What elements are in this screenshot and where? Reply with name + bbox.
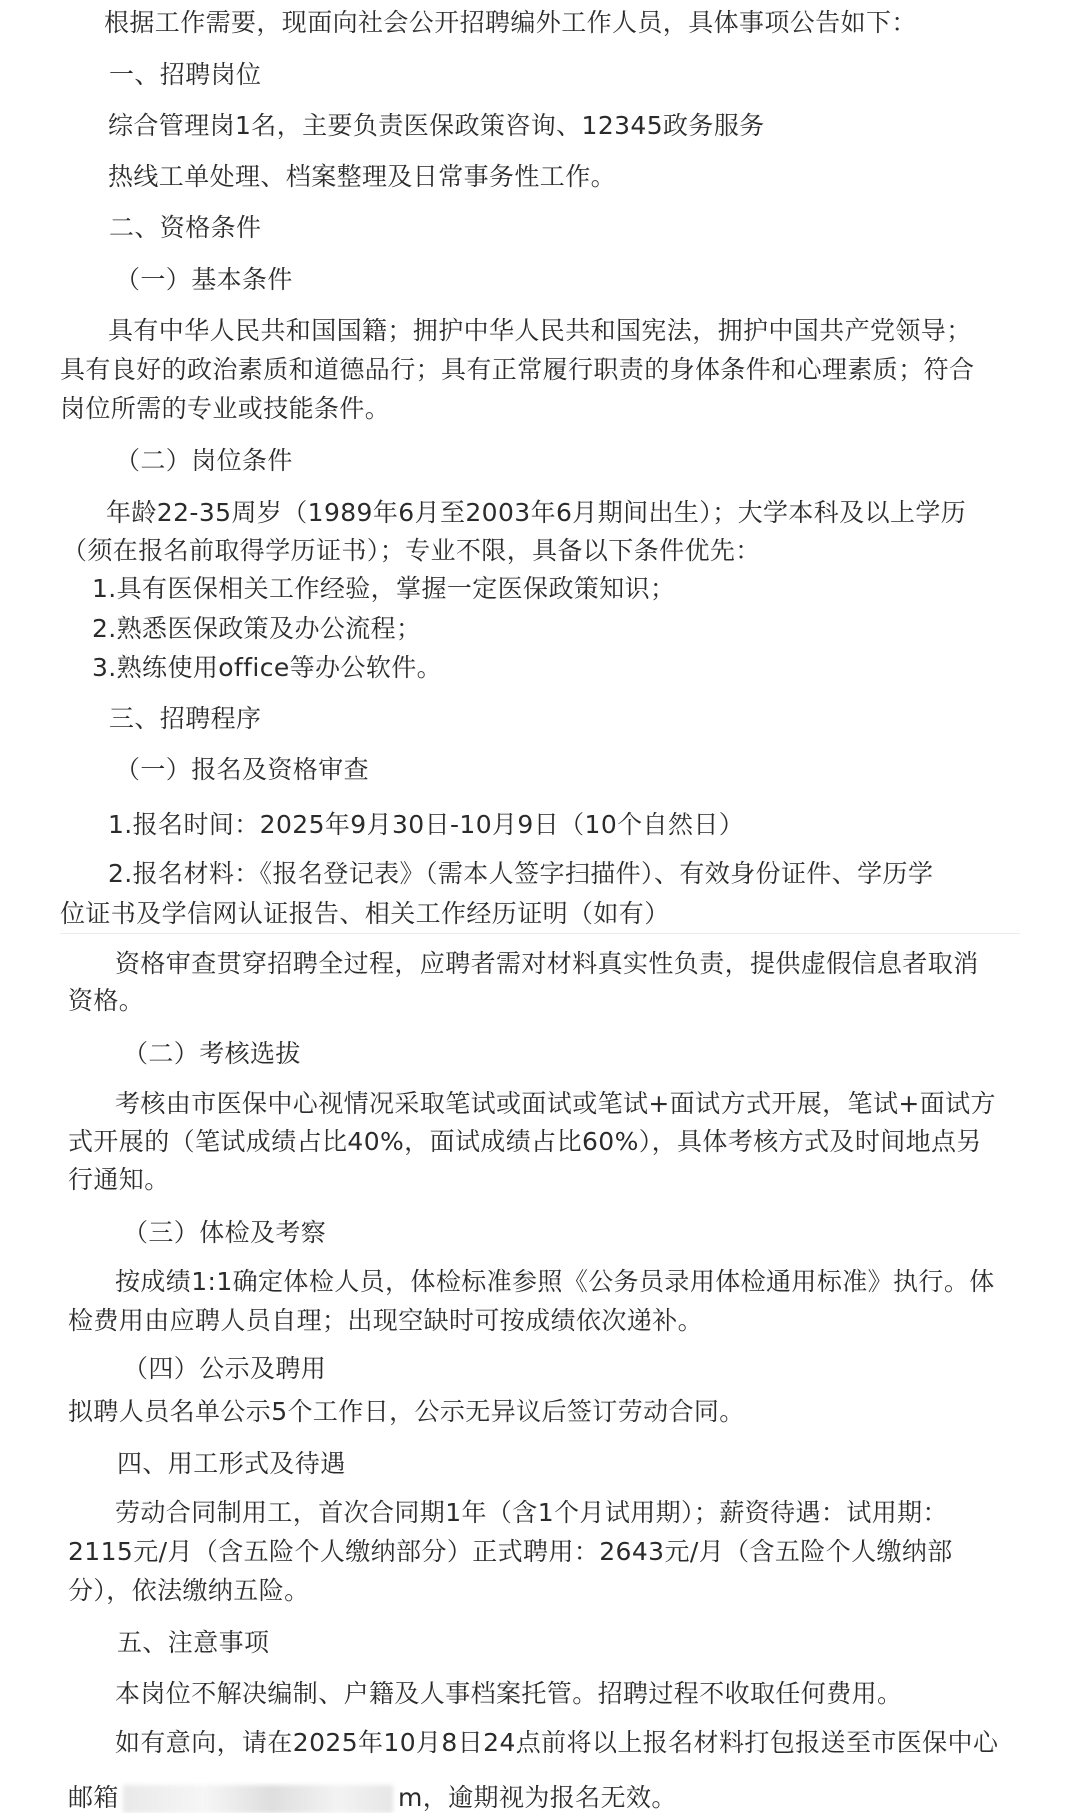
assessment-text: 式开展的（笔试成绩占比40%，面试成绩占比60%），具体考核方式及时间地点另	[68, 1127, 982, 1156]
position-conditions-text: （须在报名前取得学历证书）；专业不限，具备以下条件优先：	[62, 536, 761, 565]
assessment-text: 行通知。	[68, 1165, 170, 1194]
registration-materials: 位证书及学信网认证报告、相关工作经历证明（如有）	[60, 899, 670, 928]
basic-conditions-text: 具有良好的政治素质和道德品行；具有正常履行职责的身体条件和心理素质；符合	[60, 355, 975, 384]
registration-time: 1.报名时间：2025年9月30日-10月9日（10个自然日）	[108, 810, 745, 839]
section-3-heading: 三、招聘程序	[109, 704, 262, 733]
section-3-sub1-heading: （一）报名及资格审查	[115, 755, 370, 784]
basic-conditions-text: 具有中华人民共和国国籍；拥护中华人民共和国宪法，拥护中国共产党领导；	[108, 316, 972, 345]
notice-text: 如有意向，请在2025年10月8日24点前将以上报名材料打包报送至市医保中心	[115, 1728, 999, 1757]
notice-text: 本岗位不解决编制、户籍及人事档案托管。招聘过程不收取任何费用。	[115, 1679, 903, 1708]
redacted-email	[123, 1785, 393, 1813]
image-seam-divider	[60, 933, 1020, 934]
section-2-sub2-heading: （二）岗位条件	[115, 446, 293, 475]
section-1-heading: 一、招聘岗位	[109, 60, 262, 89]
assessment-text: 考核由市医保中心视情况采取笔试或面试或笔试+面试方式开展，笔试+面试方	[115, 1089, 996, 1118]
section-3-sub3-heading: （三）体检及考察	[123, 1218, 327, 1247]
qualification-review-text: 资格。	[68, 986, 145, 1015]
section-2-heading: 二、资格条件	[109, 213, 262, 242]
section-3-sub4-heading: （四）公示及聘用	[123, 1354, 327, 1383]
section-4-heading: 四、用工形式及待遇	[117, 1449, 346, 1478]
section-1-text: 热线工单处理、档案整理及日常事务性工作。	[108, 162, 617, 191]
section-3-sub2-heading: （二）考核选拔	[123, 1039, 301, 1068]
registration-materials: 2.报名材料：《报名登记表》（需本人签字扫描件）、有效身份证件、学历学	[108, 859, 934, 888]
basic-conditions-text: 岗位所需的专业或技能条件。	[60, 394, 391, 423]
medical-exam-text: 按成绩1:1确定体检人员，体检标准参照《公务员录用体检通用标准》执行。体	[115, 1267, 995, 1296]
employment-text: 2115元/月（含五险个人缴纳部分）正式聘用：2643元/月（含五险个人缴纳部	[68, 1537, 953, 1566]
qualification-review-text: 资格审查贯穿招聘全过程，应聘者需对材料真实性负责，提供虚假信息者取消	[115, 949, 979, 978]
employment-text: 分），依法缴纳五险。	[68, 1576, 310, 1605]
section-2-sub1-heading: （一）基本条件	[115, 265, 293, 294]
position-conditions-text: 年龄22-35周岁（1989年6月至2003年6月期间出生）；大学本科及以上学历	[106, 498, 967, 527]
preferred-condition-item: 3.熟练使用office等办公软件。	[92, 653, 443, 682]
section-5-heading: 五、注意事项	[117, 1628, 270, 1657]
email-label: 邮箱	[68, 1783, 119, 1812]
section-1-text: 综合管理岗1名，主要负责医保政策咨询、12345政务服务	[108, 111, 765, 140]
preferred-condition-item: 2.熟悉医保政策及办公流程；	[92, 614, 422, 643]
email-deadline-text: m，逾期视为报名无效。	[398, 1783, 677, 1812]
preferred-condition-item: 1.具有医保相关工作经验，掌握一定医保政策知识；	[92, 574, 676, 603]
intro-text: 根据工作需要，现面向社会公开招聘编外工作人员，具体事项公告如下：	[104, 8, 917, 37]
employment-text: 劳动合同制用工，首次合同期1年（含1个月试用期）；薪资待遇：试用期：	[115, 1498, 948, 1527]
medical-exam-text: 检费用由应聘人员自理；出现空缺时可按成绩依次递补。	[68, 1306, 704, 1335]
publicity-text: 拟聘人员名单公示5个工作日，公示无异议后签订劳动合同。	[68, 1397, 745, 1426]
